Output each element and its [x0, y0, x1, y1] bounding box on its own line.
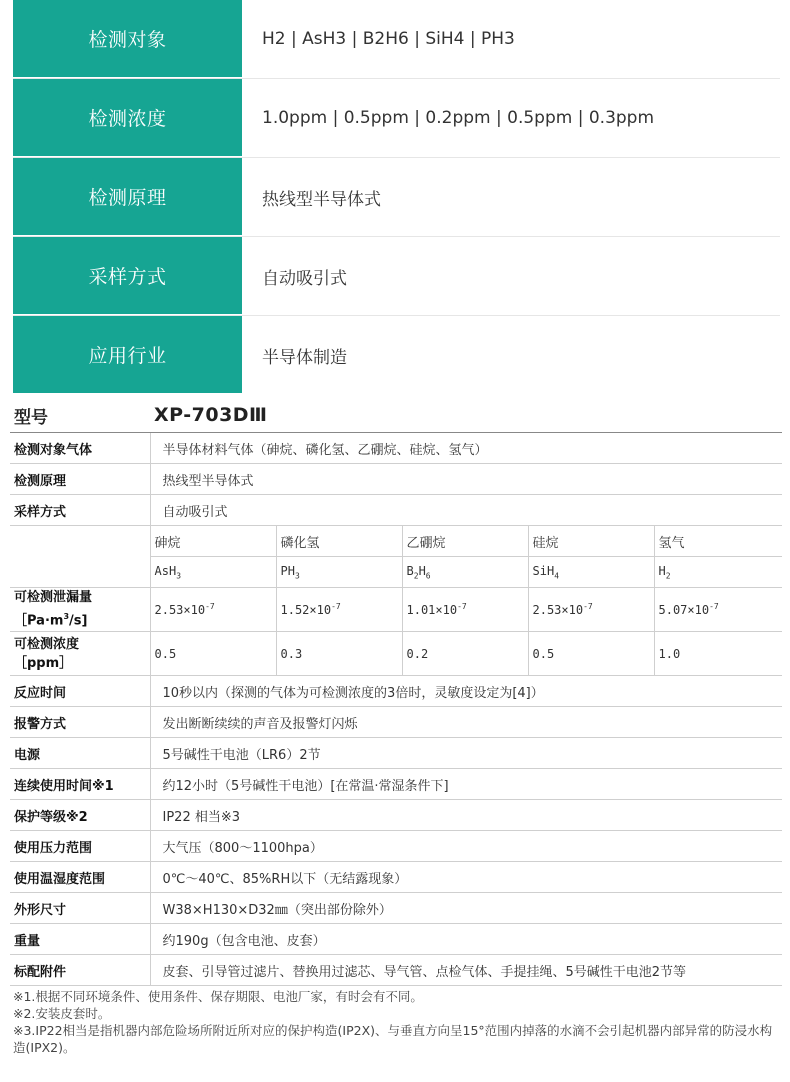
summary-label: 检测对象: [13, 0, 242, 78]
spec-row: [10, 800, 782, 831]
leak-value: $1.52\times 10^{-7}$: [276, 588, 402, 632]
spec-grid: [10, 433, 782, 986]
spec-value: 皮套、引导管过滤片、替换用过滤芯、导气管、点检气体、手提挂绳、5号碱性干电池2节等: [150, 955, 782, 986]
summary-label: 检测原理: [13, 158, 242, 236]
spec-label: 连续使用时间※1: [10, 769, 150, 800]
spec-row: [10, 862, 782, 893]
summary-row-target: [13, 0, 780, 79]
gas-name: 磷化氢: [276, 526, 402, 557]
summary-value: 热线型半导体式: [262, 189, 381, 210]
gas-name: 氢气: [654, 526, 782, 557]
summary-label: 检测浓度: [13, 79, 242, 157]
spec-label: 使用压力范围: [10, 831, 150, 862]
spec-row: [10, 831, 782, 862]
gas-formula: $B_2H_6$: [402, 557, 528, 588]
gas-name: 乙硼烷: [402, 526, 528, 557]
spec-value: 半导体材料气体（砷烷、磷化氢、乙硼烷、硅烷、氢气）: [150, 433, 782, 464]
spec-value: 约12小时（5号碱性干电池）[在常温·常湿条件下]: [150, 769, 782, 800]
spec-row: [10, 676, 782, 707]
footnote: ※3.IP22相当是指机器内部危险场所附近所对应的保护构造(IP2X)、与垂直方向呈15°范围内掉落的水滴不会引起机器内部异常的防浸水构造(IPX2)。: [13, 1023, 773, 1055]
spec-label: 标配附件: [10, 955, 150, 986]
summary-label: 采样方式: [13, 237, 242, 315]
spec-label: 电源: [10, 738, 150, 769]
spec-row: [10, 495, 782, 526]
gas-name-row: [10, 526, 782, 557]
summary-value: 自动吸引式: [262, 268, 347, 289]
spec-label: 报警方式: [10, 707, 150, 738]
spec-value: 10秒以内（探测的气体为可检测浓度的3倍时，灵敏度设定为[4]）: [150, 676, 782, 707]
conc-value: 0.5: [150, 632, 276, 676]
spec-row: [10, 924, 782, 955]
spec-value: IP22 相当※3: [150, 800, 782, 831]
spec-label: 重量: [10, 924, 150, 955]
model-value: XP-703DⅢ: [154, 404, 268, 426]
spec-row: [10, 955, 782, 986]
spec-value: 约190g（包含电池、皮套）: [150, 924, 782, 955]
gas-formula: SiH$_4$: [528, 557, 654, 588]
spec-value: 0℃～40℃、85%RH以下（无结露现象）: [150, 862, 782, 893]
spec-row: [10, 707, 782, 738]
leak-value: $1.01\times 10^{-7}$: [402, 588, 528, 632]
spec-table: [10, 398, 782, 986]
footnote: ※1.根据不同环境条件、使用条件、保存期限、电池厂家，有时会有不同。: [13, 989, 423, 1004]
model-row: [10, 398, 782, 433]
gas-formula: $PH_3$: [276, 557, 402, 588]
summary-table: [13, 0, 780, 394]
leak-row: [10, 588, 782, 632]
spec-row: [10, 433, 782, 464]
model-label: 型号: [14, 407, 48, 428]
summary-value: H2 | AsH3 | B2H6 | SiH4 | PH3: [262, 29, 515, 49]
conc-value: 0.5: [528, 632, 654, 676]
summary-value: 半导体制造: [262, 347, 347, 368]
conc-value: 0.2: [402, 632, 528, 676]
leak-value: $2.53\times 10^{-7}$: [150, 588, 276, 632]
spec-value: 热线型半导体式: [150, 464, 782, 495]
spec-label: 检测原理: [10, 464, 150, 495]
conc-value: 0.3: [276, 632, 402, 676]
spec-label: 采样方式: [10, 495, 150, 526]
leak-value: $5.07\times 10^{-7}$: [654, 588, 782, 632]
spec-value: 自动吸引式: [150, 495, 782, 526]
spec-value: 大气压（800～1100hpa）: [150, 831, 782, 862]
spec-row: [10, 464, 782, 495]
spec-label: 检测对象气体: [10, 433, 150, 464]
summary-row-concentration: [13, 79, 780, 158]
conc-label: 可检测浓度 ［ppm］: [10, 632, 150, 676]
spec-row: [10, 893, 782, 924]
spec-label: 使用温湿度范围: [10, 862, 150, 893]
spec-value: W38×H130×D32㎜（突出部份除外）: [150, 893, 782, 924]
footnote: ※2.安装皮套时。: [13, 1006, 111, 1021]
leak-label: 可检测泄漏量 $[Pa\cdot m^3/s$]: [10, 588, 150, 632]
summary-row-sampling: [13, 237, 780, 316]
conc-value: 1.0: [654, 632, 782, 676]
conc-row: [10, 632, 782, 676]
summary-value: 1.0ppm | 0.5ppm | 0.2ppm | 0.5ppm | 0.3ppm: [262, 108, 655, 128]
gas-formula: AsH$_3$: [150, 557, 276, 588]
gas-formula: $H_2$: [654, 557, 782, 588]
gas-name: 硅烷: [528, 526, 654, 557]
spec-row: [10, 769, 782, 800]
summary-row-industry: [13, 316, 780, 394]
gas-name: 砷烷: [150, 526, 276, 557]
spec-label-empty: [10, 526, 150, 588]
spec-label: 保护等级※2: [10, 800, 150, 831]
spec-value: 5号碱性干电池（LR6）2节: [150, 738, 782, 769]
footnotes: [13, 988, 783, 1056]
spec-value: 发出断断续续的声音及报警灯闪烁: [150, 707, 782, 738]
leak-value: $2.53\times 10^{-7}$: [528, 588, 654, 632]
summary-row-principle: [13, 158, 780, 237]
spec-label: 外形尺寸: [10, 893, 150, 924]
spec-row: [10, 738, 782, 769]
spec-label: 反应时间: [10, 676, 150, 707]
summary-label: 应用行业: [13, 316, 242, 394]
